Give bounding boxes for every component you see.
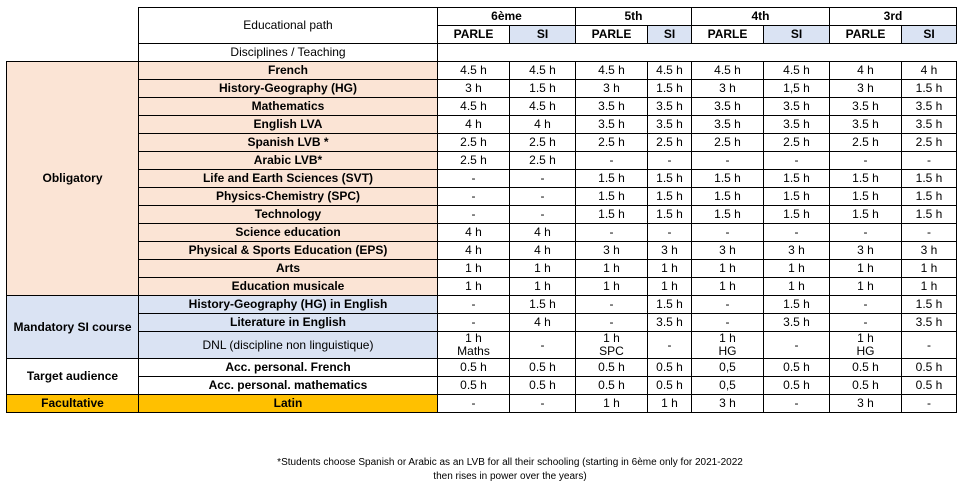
table-row <box>7 152 957 170</box>
hours-cell: 1 h <box>576 395 648 413</box>
hours-cell: - <box>692 314 764 332</box>
hours-cell: 3.5 h <box>902 314 957 332</box>
hours-cell: 0,5 <box>692 359 764 377</box>
hours-cell: 4 h <box>830 62 902 80</box>
level-header: 3rd <box>830 8 957 26</box>
hours-value: 1 h <box>465 331 482 345</box>
hours-cell: 4 h <box>510 242 576 260</box>
hours-cell: 1 h <box>692 278 764 296</box>
hours-cell: 4.5 h <box>648 62 692 80</box>
discipline-label: History-Geography (HG) in English <box>139 296 438 314</box>
hours-cell: 3.5 h <box>830 98 902 116</box>
hours-cell: 1.5 h <box>576 206 648 224</box>
hours-cell: 4.5 h <box>510 62 576 80</box>
hours-cell: 1 h <box>438 278 510 296</box>
hours-cell: 2.5 h <box>648 134 692 152</box>
hours-cell: - <box>648 152 692 170</box>
option-header-parle: PARLE <box>692 26 764 44</box>
hours-cell: 0.5 h <box>830 377 902 395</box>
hours-cell: - <box>438 188 510 206</box>
hours-cell: 0.5 h <box>764 377 830 395</box>
discipline-label: Literature in English <box>139 314 438 332</box>
hours-cell: 0,5 <box>692 377 764 395</box>
hours-cell: - <box>648 224 692 242</box>
hours-cell: 1 h <box>510 260 576 278</box>
hours-cell: 2.5 h <box>438 134 510 152</box>
table-row <box>7 395 957 413</box>
table-row <box>7 242 957 260</box>
discipline-label: Acc. personal. mathematics <box>139 377 438 395</box>
hours-cell: 3.5 h <box>902 116 957 134</box>
hours-cell: 0.5 h <box>576 359 648 377</box>
hours-cell: 1.5 h <box>830 170 902 188</box>
hours-cell: 3.5 h <box>764 116 830 134</box>
hours-cell: - <box>902 224 957 242</box>
table-row <box>7 278 957 296</box>
hours-cell: 1.5 h <box>648 206 692 224</box>
hours-cell: 1,5 h <box>764 80 830 98</box>
hours-cell: 3.5 h <box>576 116 648 134</box>
hours-cell: - <box>764 152 830 170</box>
hours-cell: 3.5 h <box>902 98 957 116</box>
hours-cell: 1.5 h <box>576 188 648 206</box>
hours-cell: 1 h <box>830 278 902 296</box>
table-row <box>7 377 957 395</box>
level-header: 4th <box>692 8 830 26</box>
hours-cell: - <box>510 206 576 224</box>
discipline-label: Spanish LVB * <box>139 134 438 152</box>
table-row <box>7 134 957 152</box>
hours-cell: 3.5 h <box>648 116 692 134</box>
hours-cell <box>830 332 902 359</box>
hours-cell: - <box>510 395 576 413</box>
hours-cell: 1.5 h <box>648 296 692 314</box>
hours-value: - <box>540 337 545 352</box>
hours-cell: 1 h <box>692 260 764 278</box>
hours-cell: - <box>692 152 764 170</box>
hours-cell: - <box>692 224 764 242</box>
hours-cell: - <box>902 395 957 413</box>
hours-value: 1 h <box>719 331 736 345</box>
header-spacer <box>438 44 957 62</box>
hours-cell: 1 h <box>764 260 830 278</box>
discipline-label: Arabic LVB* <box>139 152 438 170</box>
hours-cell: 1 h <box>830 260 902 278</box>
hours-cell: 1.5 h <box>902 188 957 206</box>
dnl-subject: Maths <box>457 344 490 358</box>
path-header: Educational path <box>139 8 438 44</box>
hours-cell: 1.5 h <box>576 170 648 188</box>
hours-cell: 4 h <box>438 242 510 260</box>
hours-cell: 1.5 h <box>902 170 957 188</box>
hours-cell: - <box>692 296 764 314</box>
curriculum-table <box>6 7 957 413</box>
hours-cell: - <box>830 224 902 242</box>
hours-cell: 3 h <box>830 80 902 98</box>
hours-cell: - <box>764 224 830 242</box>
hours-cell <box>764 332 830 359</box>
hours-cell: 2.5 h <box>576 134 648 152</box>
table-row <box>7 314 957 332</box>
discipline-label: Education musicale <box>139 278 438 296</box>
hours-cell: 1.5 h <box>648 80 692 98</box>
table-row <box>7 260 957 278</box>
table-row <box>7 62 957 80</box>
hours-cell: 1.5 h <box>692 188 764 206</box>
hours-cell: 3.5 h <box>764 98 830 116</box>
hours-cell: - <box>438 395 510 413</box>
group-target-audience: Target audience <box>7 359 139 395</box>
hours-cell <box>576 332 648 359</box>
level-header: 5th <box>576 8 692 26</box>
hours-cell: 1 h <box>902 260 957 278</box>
corner-blank <box>7 44 139 62</box>
hours-cell: 4 h <box>510 224 576 242</box>
table-row <box>7 359 957 377</box>
hours-cell: 3.5 h <box>648 98 692 116</box>
hours-cell <box>692 332 764 359</box>
hours-cell: - <box>576 224 648 242</box>
table-row <box>7 206 957 224</box>
discipline-label: DNL (discipline non linguistique) <box>139 332 438 359</box>
hours-cell: 2.5 h <box>902 134 957 152</box>
option-header-si: SI <box>648 26 692 44</box>
hours-cell: 4 h <box>510 116 576 134</box>
table-row <box>7 98 957 116</box>
discipline-label: Science education <box>139 224 438 242</box>
hours-cell: 1.5 h <box>648 188 692 206</box>
table-row <box>7 80 957 98</box>
hours-value: - <box>794 337 799 352</box>
discipline-label: Latin <box>139 395 438 413</box>
hours-cell: - <box>510 170 576 188</box>
hours-cell: 3.5 h <box>692 98 764 116</box>
hours-cell: 4 h <box>902 62 957 80</box>
discipline-label: Mathematics <box>139 98 438 116</box>
hours-cell: 4.5 h <box>510 98 576 116</box>
discipline-label: Technology <box>139 206 438 224</box>
dnl-subject: HG <box>718 344 737 358</box>
footnote-line-1: *Students choose Spanish or Arabic as an LVB for all their schooling (starting in 6ème only for 2021-2022 <box>277 457 743 468</box>
hours-cell: 2.5 h <box>438 152 510 170</box>
hours-cell: 1 h <box>764 278 830 296</box>
dnl-subject: SPC <box>599 344 624 358</box>
hours-cell <box>648 332 692 359</box>
hours-cell: 4 h <box>438 116 510 134</box>
hours-cell: - <box>438 170 510 188</box>
table-row <box>7 332 957 359</box>
table-row <box>7 116 957 134</box>
hours-cell: 0.5 h <box>648 359 692 377</box>
hours-cell: 3.5 h <box>692 116 764 134</box>
hours-cell: 3 h <box>902 242 957 260</box>
hours-cell: 0.5 h <box>648 377 692 395</box>
hours-cell: 3 h <box>692 80 764 98</box>
hours-cell: 1.5 h <box>692 206 764 224</box>
discipline-label: Physics-Chemistry (SPC) <box>139 188 438 206</box>
footnote-line-2: then rises in power over the years) <box>433 471 587 482</box>
hours-cell: 3 h <box>576 242 648 260</box>
hours-cell: 1.5 h <box>830 206 902 224</box>
hours-value: - <box>667 337 672 352</box>
hours-cell: 4.5 h <box>764 62 830 80</box>
hours-cell: 3.5 h <box>576 98 648 116</box>
group-mandatory-si: Mandatory SI course <box>7 296 139 359</box>
discipline-label: French <box>139 62 438 80</box>
hours-value: - <box>927 337 931 352</box>
hours-cell: 1 h <box>576 278 648 296</box>
group-obligatory: Obligatory <box>7 62 139 296</box>
hours-cell: - <box>830 152 902 170</box>
hours-cell: 2.5 h <box>510 152 576 170</box>
hours-cell: 0.5 h <box>902 359 957 377</box>
discipline-label: Life and Earth Sciences (SVT) <box>139 170 438 188</box>
hours-cell: 2.5 h <box>764 134 830 152</box>
hours-cell: - <box>830 296 902 314</box>
hours-cell: 4.5 h <box>438 62 510 80</box>
discipline-label: Physical & Sports Education (EPS) <box>139 242 438 260</box>
discipline-label: Acc. personal. French <box>139 359 438 377</box>
hours-cell: 1 h <box>648 278 692 296</box>
hours-cell: 0.5 h <box>438 359 510 377</box>
option-header-parle: PARLE <box>576 26 648 44</box>
disciplines-header: Disciplines / Teaching <box>139 44 438 62</box>
hours-cell: 1.5 h <box>510 80 576 98</box>
hours-cell: 1 h <box>648 395 692 413</box>
hours-cell: 0.5 h <box>510 359 576 377</box>
hours-cell: 0.5 h <box>764 359 830 377</box>
hours-cell <box>902 332 957 359</box>
hours-value: 1 h <box>603 331 620 345</box>
hours-cell: 1.5 h <box>764 188 830 206</box>
hours-cell: - <box>510 188 576 206</box>
hours-cell: - <box>576 152 648 170</box>
hours-cell: 0.5 h <box>438 377 510 395</box>
hours-cell: 3.5 h <box>830 116 902 134</box>
option-header-parle: PARLE <box>438 26 510 44</box>
option-header-si: SI <box>902 26 957 44</box>
hours-cell: 1.5 h <box>692 170 764 188</box>
hours-cell: 3 h <box>438 80 510 98</box>
hours-cell: 1 h <box>902 278 957 296</box>
hours-cell: - <box>576 314 648 332</box>
hours-cell <box>510 332 576 359</box>
hours-cell: 1 h <box>438 260 510 278</box>
hours-cell: 4.5 h <box>692 62 764 80</box>
hours-cell: 3 h <box>648 242 692 260</box>
table-row <box>7 224 957 242</box>
hours-cell: - <box>576 296 648 314</box>
table-row <box>7 296 957 314</box>
hours-cell: 3 h <box>764 242 830 260</box>
discipline-label: History-Geography (HG) <box>139 80 438 98</box>
hours-cell: - <box>438 296 510 314</box>
corner-blank <box>7 26 139 44</box>
hours-cell: 0.5 h <box>902 377 957 395</box>
hours-cell: 1.5 h <box>902 206 957 224</box>
hours-cell: 1 h <box>510 278 576 296</box>
hours-cell: - <box>830 314 902 332</box>
option-header-si: SI <box>510 26 576 44</box>
hours-cell: 4 h <box>438 224 510 242</box>
hours-cell: - <box>902 152 957 170</box>
hours-cell: 1.5 h <box>902 296 957 314</box>
hours-cell: 2.5 h <box>510 134 576 152</box>
hours-cell: 1.5 h <box>830 188 902 206</box>
hours-cell: 3 h <box>692 395 764 413</box>
hours-cell: 3 h <box>830 395 902 413</box>
hours-cell: 1.5 h <box>764 170 830 188</box>
hours-cell: - <box>438 206 510 224</box>
hours-cell: 3.5 h <box>764 314 830 332</box>
hours-cell: 1.5 h <box>764 206 830 224</box>
hours-cell <box>438 332 510 359</box>
table-row <box>7 188 957 206</box>
hours-cell: 3 h <box>692 242 764 260</box>
hours-cell: 1.5 h <box>510 296 576 314</box>
option-header-parle: PARLE <box>830 26 902 44</box>
hours-cell: - <box>764 395 830 413</box>
hours-cell: 0.5 h <box>830 359 902 377</box>
hours-cell: 1 h <box>576 260 648 278</box>
group-facultative: Facultative <box>7 395 139 413</box>
hours-cell: 1.5 h <box>902 80 957 98</box>
hours-cell: 4.5 h <box>576 62 648 80</box>
hours-cell: 4.5 h <box>438 98 510 116</box>
hours-cell: 0.5 h <box>576 377 648 395</box>
hours-cell: 3.5 h <box>648 314 692 332</box>
hours-cell: 2.5 h <box>692 134 764 152</box>
discipline-label: English LVA <box>139 116 438 134</box>
hours-cell: 3 h <box>576 80 648 98</box>
hours-cell: 1 h <box>648 260 692 278</box>
dnl-subject: HG <box>856 344 875 358</box>
hours-cell: 0.5 h <box>510 377 576 395</box>
hours-cell: 4 h <box>510 314 576 332</box>
hours-cell: 1.5 h <box>764 296 830 314</box>
level-header: 6ème <box>438 8 576 26</box>
hours-value: 1 h <box>857 331 874 345</box>
discipline-label: Arts <box>139 260 438 278</box>
table-row <box>7 170 957 188</box>
hours-cell: - <box>438 314 510 332</box>
option-header-si: SI <box>764 26 830 44</box>
hours-cell: 3 h <box>830 242 902 260</box>
corner-blank <box>7 8 139 26</box>
hours-cell: 2.5 h <box>830 134 902 152</box>
hours-cell: 1.5 h <box>648 170 692 188</box>
